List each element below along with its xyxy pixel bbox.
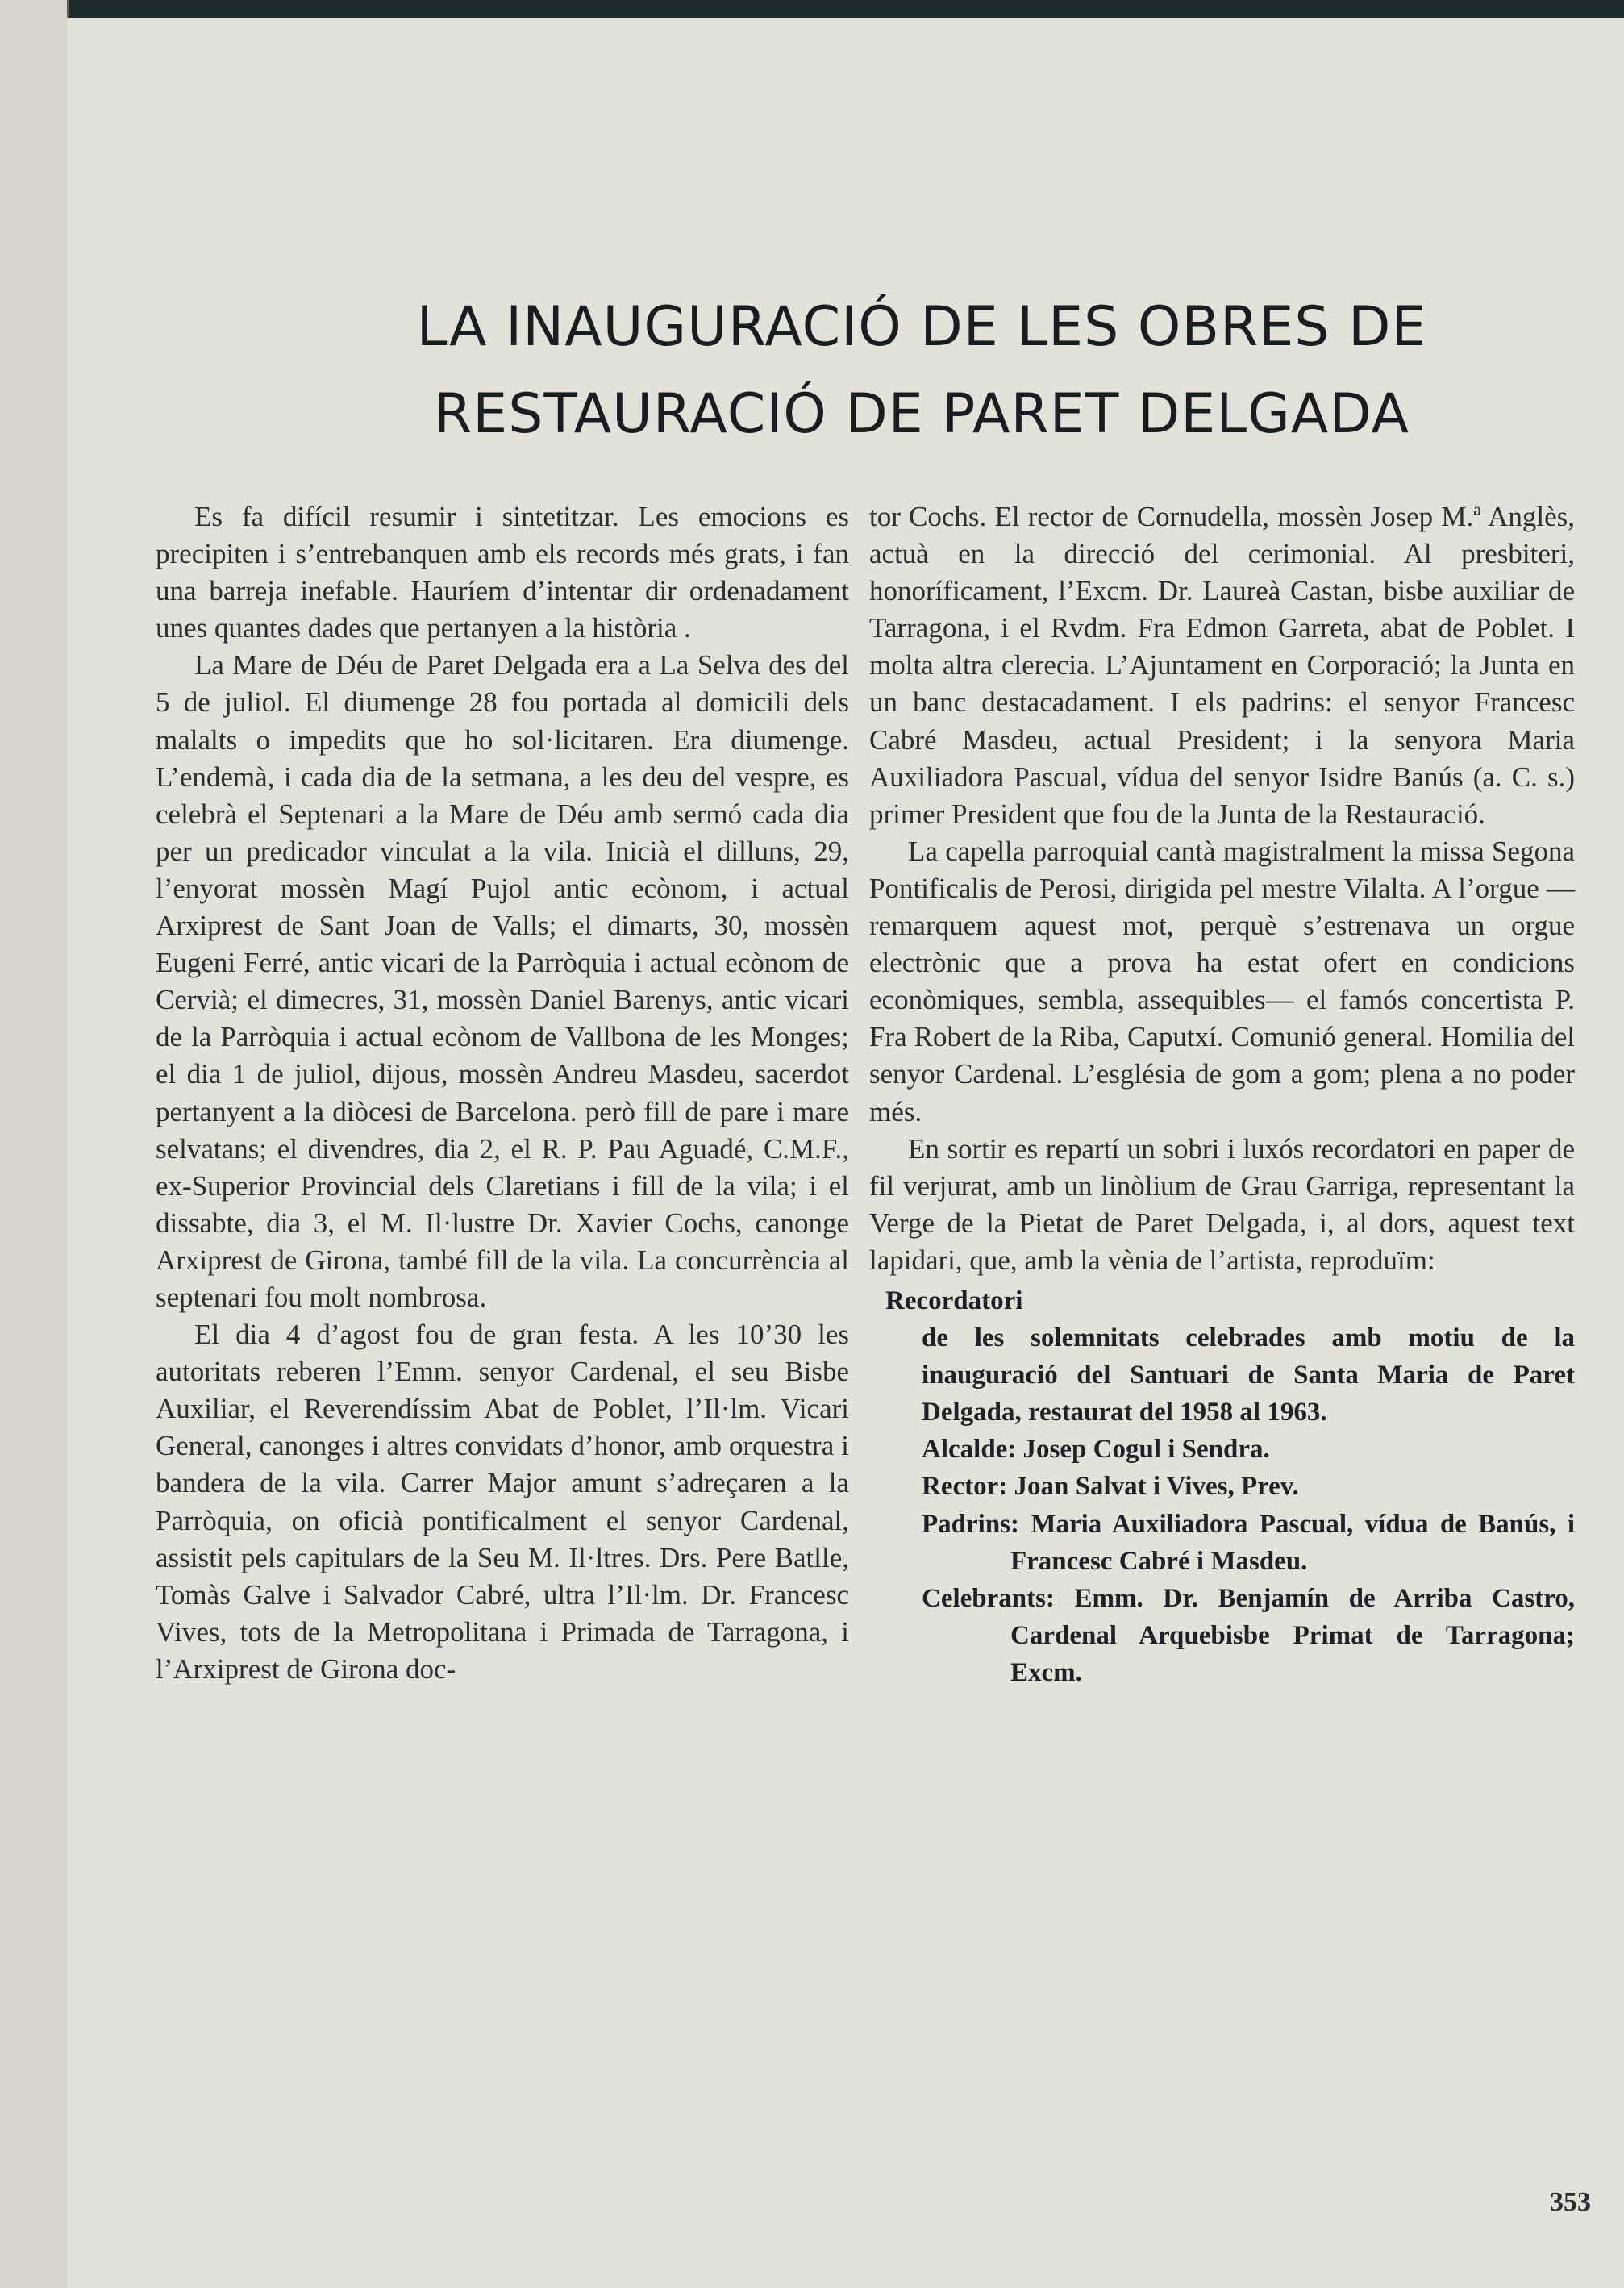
title-line-2: RESTAURACIÓ DE PARET DELGADA <box>434 382 1410 446</box>
paragraph: La Mare de Déu de Paret Delgada era a La Selva des del 5 de juliol. El diumenge 28 fou portada al domicili dels malalts o impedits que ho sol·licitaren. Era diumenge. L’endemà, i cada dia de la setmana, a les deu del vespre, es celebrà el Septenari a la Mare de Déu amb sermó cada dia per un predicador vinculat a la vila. Inicià el dilluns, 29, l’enyorat mossèn Magí Pujol antic ecònom, i actual Arxiprest de Sant Joan de Valls; el dimarts, 30, mossèn Eugeni Ferré, antic vicari de la Parròquia i actual ecònom de Cervià; el dimecres, 31, mossèn Daniel Barenys, antic vicari de la Parròquia i actual ecònom de Vallbona de les Monges; el dia 1 de juliol, dijous, mossèn Andreu Masdeu, sacerdot pertanyent a la diòcesi de Barcelona. però fill de pare i mare selvatans; el divendres, dia 2, el R. P. Pau Aguadé, C.M.F., ex-Superior Provincial dels Claretians i fill de la vila; i el dissabte, dia 3, el M. Il·lustre Dr. Xavier Cochs, canonge Arxiprest de Girona, també fill de la vila. La concurrència al septenari fou molt nombrosa. <box>156 649 849 1313</box>
paragraph: Es fa difícil resumir i sintetitzar. Les emocions es precipiten i s’entrebanquen amb els records més grats, i fan una barreja inefable. Hauríem d’intentar dir ordenadament unes quantes dades que pertanyen a la història . <box>156 501 849 644</box>
recordatori-rector: Rector: Joan Salvat i Vives, Prev. <box>922 1472 1299 1502</box>
article-title <box>357 284 1486 458</box>
recordatori-heading: Recordatori <box>885 1286 1023 1315</box>
previous-page-edge <box>0 0 69 2288</box>
recordatori-intro: de les solemnitats celebrades amb motiu de la inauguració del Santuari de Santa Maria de Paret Delgada, restaurat del 1958 al 1963. <box>922 1323 1575 1427</box>
document-page <box>67 18 1624 2288</box>
paragraph: tor Cochs. El rector de Cornudella, mossèn Josep M.ª Anglès, actuà en la direcció del cerimonial. Al presbiteri, honoríficament, l’Excm. Dr. Laureà Castan, bisbe auxiliar de Tarragona, i el Rvdm. Fra Edmon Garreta, abat de Poblet. I molta altra clerecia. L’Ajuntament en Corporació; la Junta en un banc destacadament. I els padrins: el senyor Francesc Cabré Masdeu, actual President; i la senyora Maria Auxiliadora Pascual, vídua del senyor Isidre Banús (a. C. s.) primer President que fou de la Junta de la Restauració. <box>869 501 1575 830</box>
recordatori-block <box>869 1282 1575 1691</box>
recordatori-alcalde: Alcalde: Josep Cogul i Sendra. <box>922 1435 1270 1465</box>
paragraph: El dia 4 d’agost fou de gran festa. A les 10’30 les autoritats reberen l’Emm. senyor Cardenal, el seu Bisbe Auxiliar, el Reverendíssim Abat de Poblet, l’Il·lm. Vicari General, canonges i altres convidats d’honor, amb orquestra i bandera de la vila. Carrer Major amunt s’adreçaren a la Parròquia, on oficià pontificalment el senyor Cardenal, assistit pels capitulars de la Seu M. Il·ltres. Drs. Pere Batlle, Tomàs Galve i Salvador Cabré, ultra l’Il·lm. Dr. Francesc Vives, tots de la Metropolitana i Primada de Tarragona, i l’Arxiprest de Girona doc- <box>156 1319 849 1685</box>
page-number: 353 <box>1550 2187 1591 2217</box>
left-column <box>156 498 849 1688</box>
recordatori-celebrants: Celebrants: Emm. Dr. Benjamín de Arriba Castro, Cardenal Arquebisbe Primat de Tarragona; Excm. <box>922 1583 1575 1687</box>
right-column <box>869 498 1575 1691</box>
recordatori-padrins: Padrins: Maria Auxiliadora Pascual, vídua de Banús, i Francesc Cabré i Masdeu. <box>922 1509 1575 1576</box>
title-line-1: LA INAUGURACIÓ DE LES OBRES DE <box>416 295 1427 359</box>
paragraph: En sortir es repartí un sobri i luxós recordatori en paper de fil verjurat, amb un linòlium de Grau Garriga, representant la Verge de la Pietat de Paret Delgada, i, al dors, aquest text lapidari, que, amb la vènia de l’artista, reproduïm: <box>869 1132 1575 1276</box>
paragraph: La capella parroquial cantà magistralment la missa Segona Pontificalis de Perosi, dirigida pel mestre Vilalta. A l’orgue —remarquem aquest mot, perquè s’estrenava un orgue electrònic que a prova ha estat ofert en condicions econòmiques, sembla, assequibles— el famós concertista P. Fra Robert de la Riba, Caputxí. Comunió general. Homilia del senyor Cardenal. L’església de gom a gom; plena a no poder més. <box>869 835 1575 1127</box>
